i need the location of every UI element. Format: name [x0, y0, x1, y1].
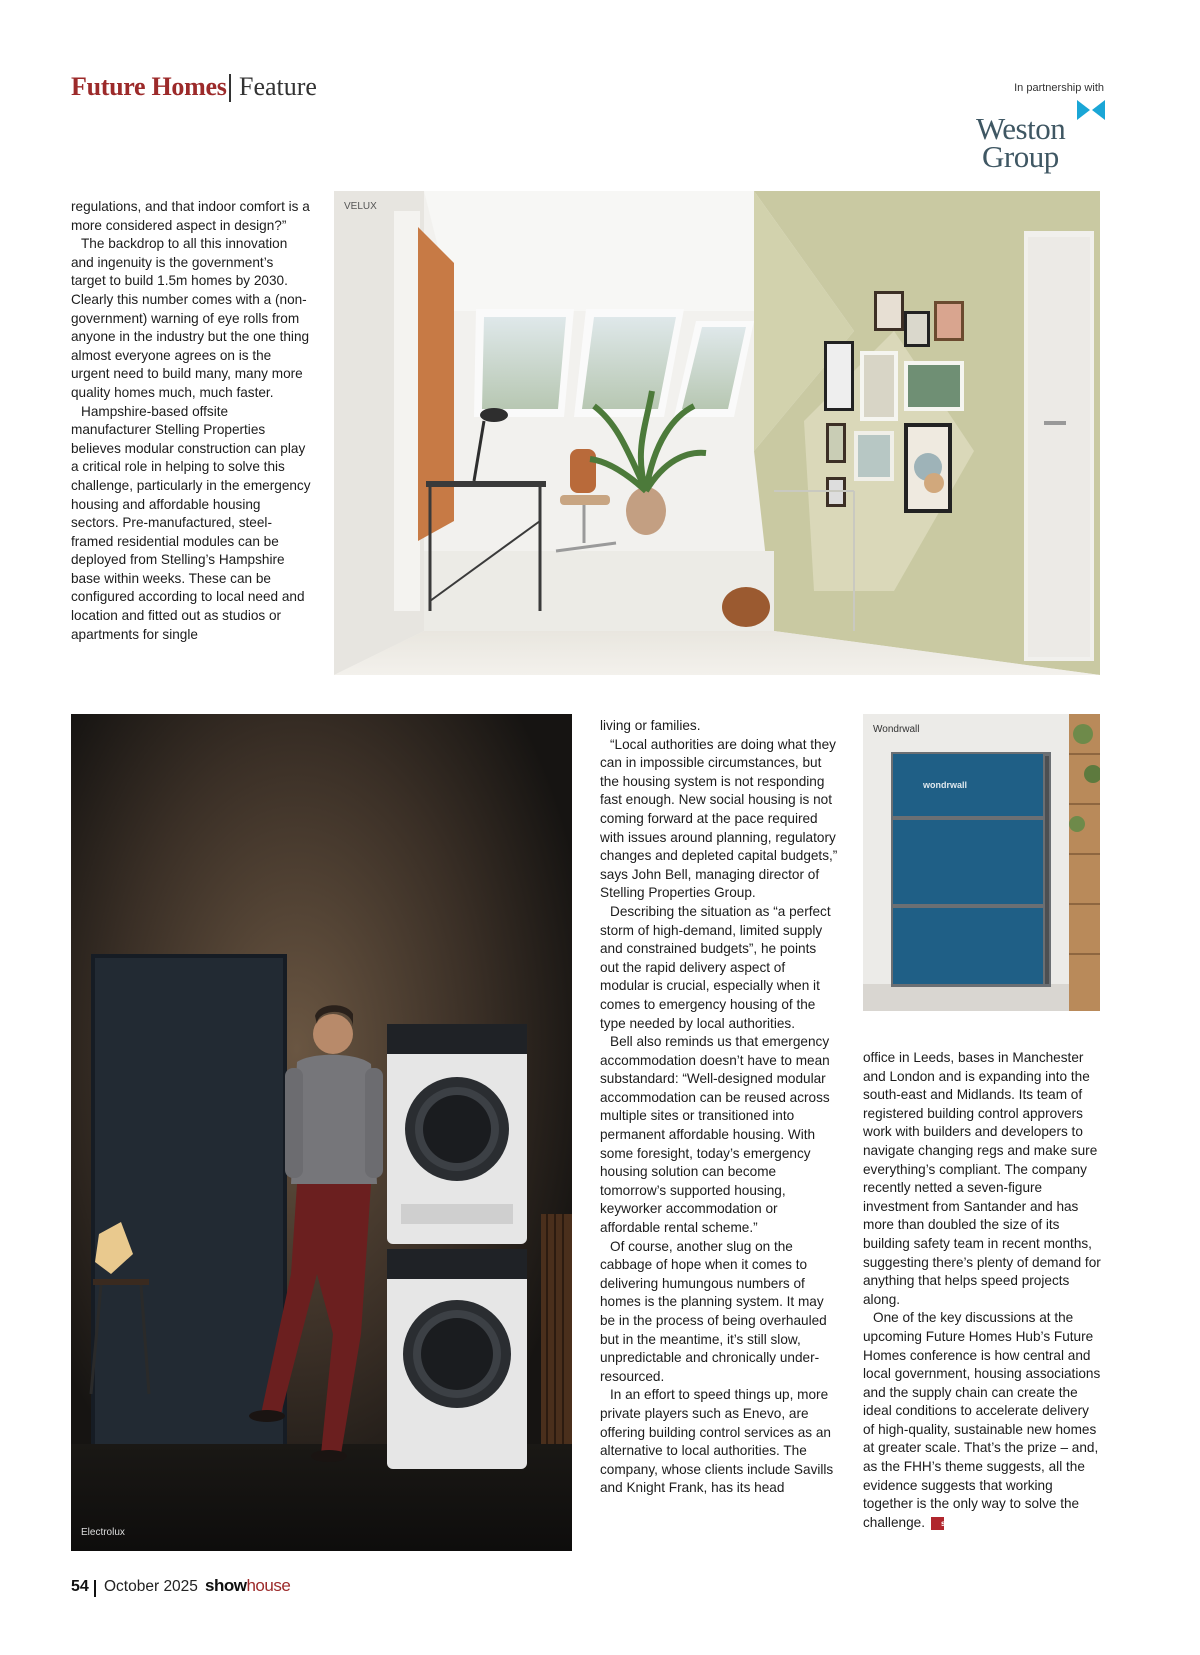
- issue-date: October 2025: [104, 1578, 198, 1595]
- header-divider: [229, 74, 231, 102]
- paragraph: office in Leeds, bases in Manchester and London and is expanding into the south-east and Midlands. Its team of registered building control approvers work with builders and developers to navigate changing regs and make sure everything’s compliant. The company recently netted a seven-figure investment from Santander and has more than doubled the size of its building safety team in recent months, suggesting there’s plenty of demand for anything that helps speed projects along.: [863, 1050, 1101, 1307]
- paragraph-text: One of the key discussions at the upcoming Future Homes Hub’s Future Homes conference is how central and local government, housing associations and the supply chain can create the ideal conditions to accelerate delivery of high-quality, sustainable new homes at greater scale. That’s the prize – and, as the FHH’s theme suggests, all the evidence suggests that working together is the only way to solve the challenge.: [863, 1310, 1101, 1530]
- logo-line-1: Weston: [976, 111, 1066, 146]
- section-subtitle: Feature: [239, 72, 317, 101]
- paragraph: Of course, another slug on the cabbage of hope when it comes to delivering humungous numbers of homes is the planning system. It may be in the process of being overhauled but in the meantime, it’s still slow, unpredictable and chronically under-resourced.: [600, 1238, 827, 1384]
- photo-credit-electrolux: Electrolux: [81, 1527, 125, 1538]
- paragraph: Bell also reminds us that emergency accommodation doesn’t have to mean substandard: “Well-designed modular accommodation can be reused across multiple sites or transitioned into permanent affordable housing. With some foresight, today’s emergency housing solution can become tomorrow’s supported housing, keyworker accommodation or affordable rental scheme.”: [600, 1034, 830, 1236]
- photo-credit-wondrwall: Wondrwall: [873, 724, 920, 735]
- brand-bold: show: [205, 1576, 247, 1595]
- article-column-2: [600, 717, 838, 1498]
- partner-label: In partnership with: [1014, 82, 1104, 94]
- paragraph: Hampshire-based offsite manufacturer Stelling Properties believes modular construction can play a critical role in helping to solve this challenge, particularly in the emergency housing and affordable housing sectors. Pre-manufactured, steel-framed residential modules can be deployed from Stelling’s Hampshire base within weeks. These can be configured according to local need and location and fitted out as studios or apartments for single: [71, 403, 311, 642]
- paragraph: In an effort to speed things up, more private players such as Enevo, are offering building control services as an alternative to local authorities. The company, whose clients include Savills and Knight Frank, has its head: [600, 1387, 834, 1496]
- publication-logo: [205, 1576, 290, 1596]
- page-number: 54: [71, 1578, 89, 1595]
- paragraph: The backdrop to all this innovation and ingenuity is the government’s target to build 1.5m homes by 2030. Clearly this number comes with a (non-government) warning of eye rolls from anyone in the industry but the one thing almost everyone agrees on is the urgent need to build many, many more quality homes much, much faster.: [71, 236, 310, 400]
- article-column-3: [863, 1049, 1103, 1532]
- footer-divider: [94, 1580, 96, 1597]
- wondrwall-product-label: wondrwall: [923, 780, 968, 790]
- section-title: Future Homes: [71, 72, 227, 101]
- article-column-1: [71, 198, 311, 644]
- paragraph: “Local authorities are doing what they can in impossible circumstances, but the housing system is not responding fast enough. New social housing is not coming forward at the pace required with issues around planning, regulatory changes and depleted capital budgets,” says John Bell, managing director of Stelling Properties Group.: [600, 736, 838, 901]
- paragraph: Describing the situation as “a perfect storm of high-demand, limited supply and constrained budgets”, he points out the rapid delivery aspect of modular is crucial, especially when it comes to emergency housing of the type needed by local authorities.: [600, 903, 831, 1031]
- brand-light: house: [246, 1576, 291, 1595]
- velux-photo: [334, 191, 1100, 675]
- end-mark-badge: sh: [931, 1517, 944, 1530]
- electrolux-photo: [71, 714, 572, 1551]
- paragraph: living or families.: [600, 718, 701, 733]
- wondrwall-photo: [863, 714, 1100, 1011]
- photo-credit-velux: VELUX: [344, 201, 377, 212]
- paragraph: regulations, and that indoor comfort is a more considered aspect in design?”: [71, 199, 310, 233]
- weston-group-logo: [976, 98, 1106, 178]
- logo-line-2: Group: [982, 139, 1059, 174]
- butterfly-icon: [1076, 98, 1106, 122]
- paragraph: [863, 1309, 1103, 1532]
